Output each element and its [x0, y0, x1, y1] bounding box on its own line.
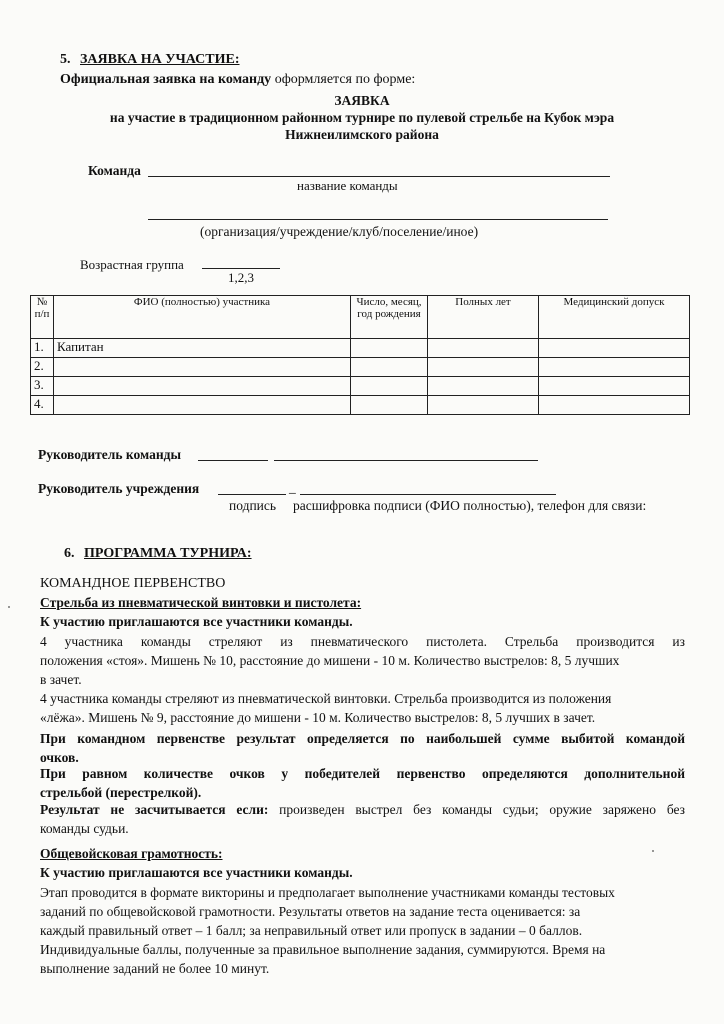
military-literacy-subheading: Общевойсковая грамотность:: [40, 846, 223, 861]
form-title: ЗАЯВКА: [334, 93, 390, 108]
dash-separator: _: [289, 480, 296, 495]
row-name: [54, 377, 351, 396]
tie-line-1: При равном количестве очков у победителей первенство определяются дополнительной: [40, 766, 685, 781]
row-years: [428, 396, 539, 415]
invalid-bold: Результат не засчитывается если:: [40, 802, 269, 817]
section-6-heading: [64, 546, 252, 562]
scan-speck: [652, 850, 654, 852]
intro-rest: оформляется по форме:: [271, 72, 416, 87]
team-championship-heading: КОМАНДНОЕ ПЕРВЕНСТВО: [40, 576, 226, 591]
header-full-name: ФИО (полностью) участника: [54, 296, 351, 339]
header-birth-date: Число, месяц, год рождения: [351, 296, 428, 339]
signature-caption: подпись: [229, 498, 277, 513]
row-birth-date: [351, 339, 428, 358]
form-subtitle-line-2: Нижнеилимского района: [285, 127, 439, 142]
invite-all-participants: К участию приглашаются все участники команды.: [40, 614, 353, 629]
section-5-heading: [60, 52, 240, 68]
row-name: Капитан: [54, 339, 351, 358]
participants-table: [30, 295, 690, 415]
section-number: 5.: [60, 52, 71, 67]
row-number: 1.: [31, 339, 54, 358]
table-header-row: [31, 296, 690, 339]
header-medical-clearance: Медицинский допуск: [539, 296, 690, 339]
team-leader-label: Руководитель команды: [38, 447, 181, 462]
team-leader-name-line: [274, 460, 538, 461]
rifle-paragraph: [40, 689, 685, 727]
result-line-2: очков.: [40, 750, 79, 765]
header-number: № п/п: [31, 296, 54, 339]
quiz-line-5: выполнение заданий не более 10 минут.: [40, 961, 270, 976]
row-medical: [539, 358, 690, 377]
form-subtitle-line-1: на участие в традиционном районном турнире по пулевой стрельбе на Кубок мэра: [109, 110, 615, 125]
section-title: ПРОГРАММА ТУРНИРА:: [84, 546, 252, 561]
row-birth-date: [351, 396, 428, 415]
age-group-hint: 1,2,3: [228, 270, 254, 285]
table-row: [31, 358, 690, 377]
pistol-paragraph: [40, 632, 685, 689]
invalid-rest: произведен выстрел без команды судьи; оружие заряжено без: [268, 802, 685, 817]
signature-decode-caption: расшифровка подписи (ФИО полностью), телефон для связи:: [293, 498, 647, 513]
row-years: [428, 377, 539, 396]
invalid-result-paragraph: [40, 800, 685, 838]
row-years: [428, 358, 539, 377]
pistol-line-3: в зачет.: [40, 672, 82, 687]
age-group-label: Возрастная группа: [80, 257, 184, 272]
row-number: 4.: [31, 396, 54, 415]
row-number: 3.: [31, 377, 54, 396]
invite-all-participants-2: К участию приглашаются все участники команды.: [40, 865, 353, 880]
row-medical: [539, 339, 690, 358]
org-leader-name-line: [300, 494, 556, 495]
organization-hint: (организация/учреждение/клуб/поселение/иное): [200, 224, 479, 239]
section-title: ЗАЯВКА НА УЧАСТИЕ:: [80, 52, 240, 67]
quiz-line-4: Индивидуальные баллы, полученные за правильное выполнение задания, суммируются. Время на: [40, 942, 606, 957]
row-number: 2.: [31, 358, 54, 377]
intro-bold: Официальная заявка на команду: [60, 72, 272, 87]
row-name: [54, 358, 351, 377]
team-name-line: [148, 176, 610, 177]
age-group-line: [202, 268, 280, 269]
quiz-line-2: заданий по общевойсковой грамотности. Результаты ответов на задание теста оценивается: за: [40, 904, 581, 919]
org-leader-sign-line: [218, 494, 286, 495]
org-leader-label: Руководитель учреждения: [38, 481, 200, 496]
tie-paragraph: [40, 764, 685, 802]
quiz-line-1: Этап проводится в формате викторины и предполагает выполнение участниками команды тестовых: [40, 885, 615, 900]
row-medical: [539, 396, 690, 415]
row-name: [54, 396, 351, 415]
header-full-years: Полных лет: [428, 296, 539, 339]
quiz-line-3: каждый правильный ответ – 1 балл; за неправильный ответ или пропуск в задании – 0 баллов.: [40, 923, 583, 938]
result-line-1: При командном первенстве результат определяется по наибольшей сумме выбитой командой: [40, 731, 685, 746]
scan-speck: [8, 606, 10, 608]
team-name-hint: название команды: [297, 178, 398, 193]
row-medical: [539, 377, 690, 396]
section-number: 6.: [64, 546, 75, 561]
table-row: [31, 377, 690, 396]
pistol-line-1: 4 участника команды стреляют из пневматического пистолета. Стрельба производится из: [40, 634, 685, 649]
rifle-line-1: 4 участника команды стреляют из пневматической винтовки. Стрельба производится из положения: [40, 691, 612, 706]
result-paragraph: [40, 729, 685, 767]
row-years: [428, 339, 539, 358]
shooting-subheading: Стрельба из пневматической винтовки и пистолета:: [40, 595, 362, 610]
pistol-line-2: положения «стоя». Мишень № 10, расстояние до мишени - 10 м. Количество выстрелов: 8, 5 лучших: [40, 653, 620, 668]
invalid-line-1: [40, 800, 685, 819]
organization-line: [148, 219, 608, 220]
team-label: Команда: [88, 163, 141, 178]
table-row: [31, 339, 690, 358]
application-intro: [60, 72, 415, 88]
table-row: [31, 396, 690, 415]
row-birth-date: [351, 377, 428, 396]
team-leader-sign-line: [198, 460, 268, 461]
quiz-paragraph: [40, 883, 685, 978]
rifle-line-2: «лёжа». Мишень № 9, расстояние до мишени - 10 м. Количество выстрелов: 8, 5 лучших в зачет.: [40, 710, 596, 725]
row-birth-date: [351, 358, 428, 377]
invalid-line-2: команды судьи.: [40, 821, 129, 836]
tie-line-2: стрельбой (перестрелкой).: [40, 785, 202, 800]
